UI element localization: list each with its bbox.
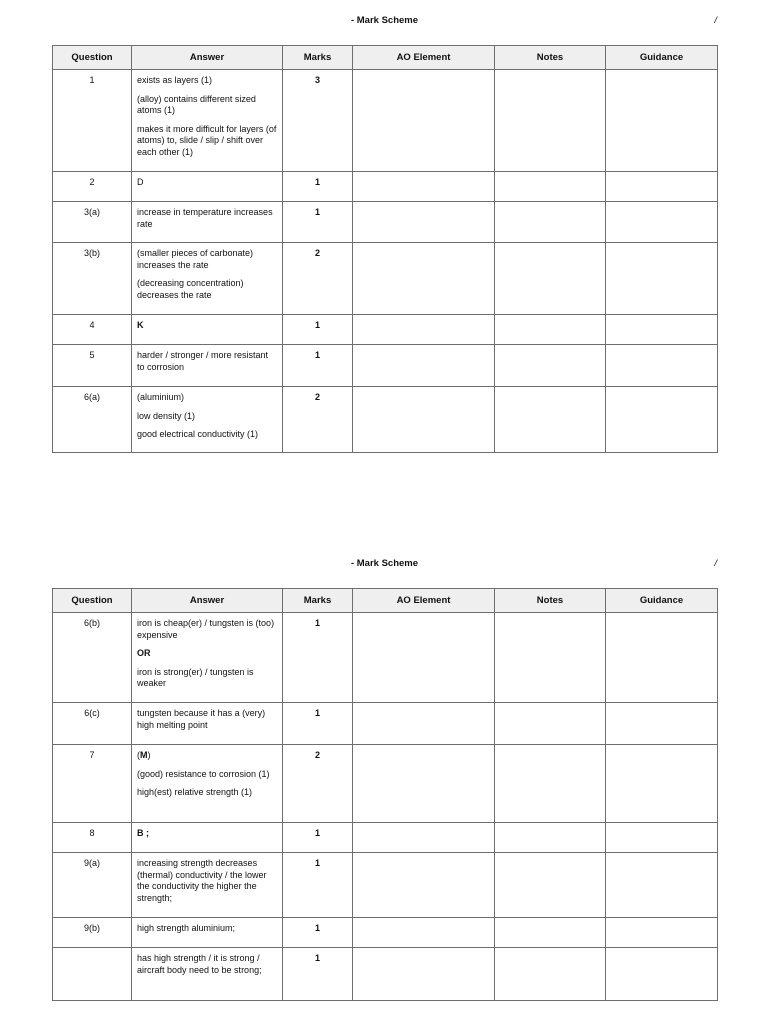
guidance-cell xyxy=(606,387,718,453)
ao-element-cell xyxy=(353,918,495,948)
answer-line: (good) resistance to corrosion (1) xyxy=(137,768,270,779)
notes-cell xyxy=(495,387,606,453)
guidance-cell xyxy=(606,315,718,345)
notes-cell xyxy=(495,172,606,202)
ao-element-cell xyxy=(353,853,495,918)
column-header-answer: Answer xyxy=(132,46,283,70)
answer-line: good electrical conductivity (1) xyxy=(137,429,259,439)
column-header-notes: Notes xyxy=(495,589,606,613)
answer-cell xyxy=(132,315,283,345)
notes-cell xyxy=(495,948,606,1001)
question-cell: 7 xyxy=(53,745,132,823)
ao-element-cell xyxy=(353,243,495,315)
answer-line: tungsten because it has a (very) high melting point xyxy=(137,708,266,730)
answer-cell xyxy=(132,703,283,745)
guidance-cell xyxy=(606,70,718,172)
answer-line: increase in temperature increases rate xyxy=(137,207,273,229)
guidance-cell xyxy=(606,345,718,387)
guidance-cell xyxy=(606,172,718,202)
mark-scheme-table xyxy=(52,45,718,453)
guidance-cell xyxy=(606,613,718,703)
ao-element-cell xyxy=(353,202,495,243)
page-header xyxy=(52,558,717,572)
ao-element-cell xyxy=(353,70,495,172)
column-header-ao-element: AO Element xyxy=(353,589,495,613)
answer-line: makes it more difficult for layers (of atoms) to, slide / slip / shift over each other (1) xyxy=(137,123,277,157)
answer-line: B ; xyxy=(137,828,149,838)
ao-element-cell xyxy=(353,387,495,453)
notes-cell xyxy=(495,918,606,948)
notes-cell xyxy=(495,243,606,315)
header-slash: / xyxy=(714,15,717,26)
answer-cell xyxy=(132,172,283,202)
answer-line: has high strength / it is strong / aircraft body need to be strong; xyxy=(137,953,262,975)
guidance-cell xyxy=(606,948,718,1001)
ao-element-cell xyxy=(353,823,495,853)
ao-element-cell xyxy=(353,745,495,823)
marks-cell: 1 xyxy=(283,172,353,202)
guidance-cell xyxy=(606,745,718,823)
marks-cell: 2 xyxy=(283,387,353,453)
question-cell: 2 xyxy=(53,172,132,202)
answer-line: (smaller pieces of carbonate) increases the rate xyxy=(137,248,254,270)
table-row xyxy=(53,948,718,1001)
table-row xyxy=(53,345,718,387)
answer-line: (aluminium) xyxy=(137,392,185,402)
column-header-question: Question xyxy=(53,589,132,613)
ao-element-cell xyxy=(353,172,495,202)
answer-line: OR xyxy=(137,648,151,658)
answer-line: high(est) relative strength (1) xyxy=(137,787,253,797)
table-row xyxy=(53,202,718,243)
table-header-row xyxy=(53,46,718,70)
marks-cell: 1 xyxy=(283,613,353,703)
page-title: - Mark Scheme xyxy=(350,558,419,569)
question-cell: 3(b) xyxy=(53,243,132,315)
question-cell: 9(a) xyxy=(53,853,132,918)
table-row xyxy=(53,613,718,703)
marks-cell: 1 xyxy=(283,918,353,948)
marks-cell: 1 xyxy=(283,202,353,243)
question-cell xyxy=(53,948,132,1001)
answer-line: increasing strength decreases (thermal) conductivity / the lower the conductivity the higher the strength; xyxy=(137,858,267,903)
answer-line: (decreasing concentration) decreases the rate xyxy=(137,278,244,300)
marks-cell: 1 xyxy=(283,315,353,345)
marks-cell: 2 xyxy=(283,243,353,315)
notes-cell xyxy=(495,823,606,853)
guidance-cell xyxy=(606,823,718,853)
guidance-cell xyxy=(606,243,718,315)
marks-cell: 2 xyxy=(283,745,353,823)
answer-cell xyxy=(132,70,283,172)
table-row xyxy=(53,172,718,202)
answer-line: D xyxy=(137,177,144,187)
ao-element-cell xyxy=(353,948,495,1001)
ao-element-cell xyxy=(353,703,495,745)
answer-cell xyxy=(132,345,283,387)
notes-cell xyxy=(495,853,606,918)
table-row xyxy=(53,853,718,918)
answer-cell xyxy=(132,853,283,918)
answer-cell xyxy=(132,202,283,243)
answer-cell xyxy=(132,745,283,823)
answer-line: iron is strong(er) / tungsten is weaker xyxy=(137,666,254,688)
answer-line: harder / stronger / more resistant to corrosion xyxy=(137,350,269,372)
answer-line: (M) xyxy=(137,750,151,760)
guidance-cell xyxy=(606,853,718,918)
table-row xyxy=(53,70,718,172)
answer-cell xyxy=(132,387,283,453)
notes-cell xyxy=(495,202,606,243)
table-row xyxy=(53,918,718,948)
table-header-row xyxy=(53,589,718,613)
marks-cell: 1 xyxy=(283,948,353,1001)
question-cell: 6(c) xyxy=(53,703,132,745)
table-row xyxy=(53,243,718,315)
notes-cell xyxy=(495,315,606,345)
guidance-cell xyxy=(606,703,718,745)
ao-element-cell xyxy=(353,345,495,387)
question-cell: 6(a) xyxy=(53,387,132,453)
answer-line: (alloy) contains different sized atoms (1) xyxy=(137,93,256,115)
page-title: - Mark Scheme xyxy=(350,15,419,26)
question-cell: 5 xyxy=(53,345,132,387)
table-row xyxy=(53,823,718,853)
answer-line: iron is cheap(er) / tungsten is (too) expensive xyxy=(137,618,275,640)
notes-cell xyxy=(495,613,606,703)
table-row xyxy=(53,315,718,345)
question-cell: 8 xyxy=(53,823,132,853)
question-cell: 3(a) xyxy=(53,202,132,243)
table-row xyxy=(53,745,718,823)
table-row xyxy=(53,703,718,745)
column-header-answer: Answer xyxy=(132,589,283,613)
page-header xyxy=(52,15,717,29)
marks-cell: 1 xyxy=(283,853,353,918)
column-header-marks: Marks xyxy=(283,46,353,70)
column-header-guidance: Guidance xyxy=(606,589,718,613)
notes-cell xyxy=(495,70,606,172)
column-header-ao-element: AO Element xyxy=(353,46,495,70)
answer-line: exists as layers (1) xyxy=(137,75,213,85)
answer-line: high strength aluminium; xyxy=(137,923,236,933)
notes-cell xyxy=(495,345,606,387)
marks-cell: 1 xyxy=(283,345,353,387)
column-header-notes: Notes xyxy=(495,46,606,70)
guidance-cell xyxy=(606,918,718,948)
notes-cell xyxy=(495,745,606,823)
column-header-question: Question xyxy=(53,46,132,70)
guidance-cell xyxy=(606,202,718,243)
answer-cell xyxy=(132,243,283,315)
ao-element-cell xyxy=(353,315,495,345)
ao-element-cell xyxy=(353,613,495,703)
answer-cell xyxy=(132,948,283,1001)
answer-cell xyxy=(132,918,283,948)
answer-line: low density (1) xyxy=(137,410,196,421)
notes-cell xyxy=(495,703,606,745)
marks-cell: 1 xyxy=(283,823,353,853)
mark-scheme-table xyxy=(52,588,718,1001)
column-header-marks: Marks xyxy=(283,589,353,613)
header-slash: / xyxy=(714,558,717,569)
answer-line: K xyxy=(137,320,144,330)
question-cell: 6(b) xyxy=(53,613,132,703)
marks-cell: 3 xyxy=(283,70,353,172)
marks-cell: 1 xyxy=(283,703,353,745)
table-row xyxy=(53,387,718,453)
question-cell: 1 xyxy=(53,70,132,172)
question-cell: 9(b) xyxy=(53,918,132,948)
column-header-guidance: Guidance xyxy=(606,46,718,70)
answer-cell xyxy=(132,613,283,703)
answer-cell xyxy=(132,823,283,853)
question-cell: 4 xyxy=(53,315,132,345)
